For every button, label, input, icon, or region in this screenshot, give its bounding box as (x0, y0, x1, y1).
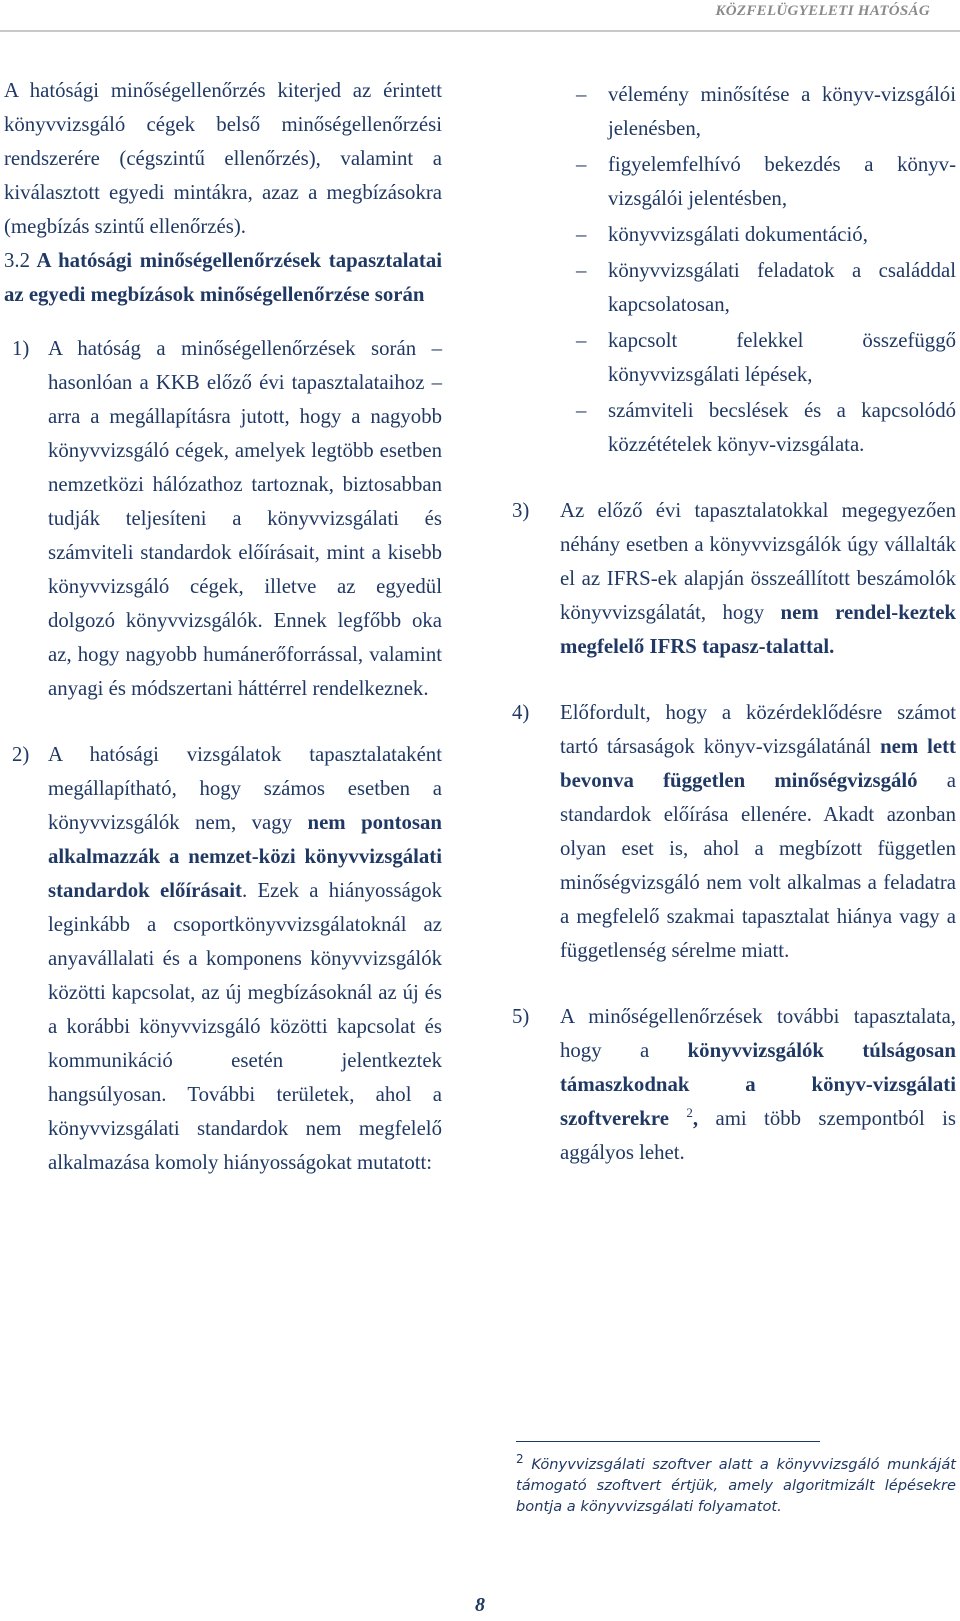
item-emphasis: , (692, 1107, 699, 1130)
section-number: 3.2 (4, 249, 30, 272)
item-emphasis: könyvvizsgálók túlságosan támaszkodnak a könyv-vizsgálati szoftverekre (560, 1039, 956, 1130)
list-item: – könyvvizsgálati dokumentáció, (560, 218, 956, 252)
header-rule (0, 30, 960, 32)
section-title: A hatósági minőségellenőrzések tapasztalatai az egyedi megbízások minőségellenőrzése során (4, 249, 442, 306)
item-text: A minőségellenőrzések további tapasztalata, hogy a (560, 1005, 956, 1062)
item-text: A hatósági vizsgálatok tapasztalataként megállapítható, hogy számos esetben a könyvvizsgálók nem, vagy (48, 743, 442, 834)
list-item (512, 494, 956, 664)
numbered-list-right (512, 494, 956, 1170)
footnote (516, 1454, 956, 1517)
list-item: – számviteli becslések és a kapcsolódó közzétételek könyv-vizsgálata. (560, 394, 956, 462)
list-item (4, 738, 442, 1180)
left-column (4, 74, 442, 1180)
item-text: . Ezek a hiányosságok leginkább a csoportkönyvvizsgálatoknál az anyavállalati és a komponens könyvvizsgálók közötti kapcsolat, az új megbízásoknál az új és a korábbi könyvvizsgáló közötti kapcsolat és kommunikáció esetén jelentkeztek hangsúlyosan. További területek, ahol a könyvvizsgálati standardok nem megfelelő alkalmazása komoly hiányosságokat mutatott: (48, 879, 443, 1174)
list-item: – kapcsolt felekkel összefüggő könyvvizsgálati lépések, (560, 324, 956, 392)
footnote-reference[interactable]: 2 (686, 1105, 693, 1121)
item-text: Az előző évi tapasztalatokkal megegyezően néhány esetben a könyvvizsgálók úgy vállalták el az IFRS-ek alapján összeállított beszámolók könyvvizsgálatát, hogy (560, 499, 956, 624)
item-text: A hatóság a minőségellenőrzések során – hasonlóan a KKB előző évi tapasztalataihoz – arra a megállapításra jutott, hogy a nagyobb könyvvizsgáló cégek, amelyek legtöbb esetben nemzetközi hálózathoz tartoznak, biztosabban tudják teljesíteni a könyvvizsgálati és számviteli standardok előírásait, mint a kisebb könyvvizsgáló cégek, illetve az egyedül dolgozó könyvvizsgálók. Ennek legfőbb oka az, hogy nagyobb humánerőforrással, valamint anyagi és módszertani háttérrel rendelkeznek. (48, 337, 442, 700)
intro-paragraph: A hatósági minőségellenőrzés kiterjed az érintett könyvvizsgáló cégek belső minőségellenőrzési rendszerére (cégszintű ellenőrzés), valamint a kiválasztott egyedi mintákra, azaz a megbízásokra (megbízás szintű ellenőrzés). (4, 79, 442, 238)
numbered-list-left (4, 332, 442, 1180)
item-emphasis: nem rendel-keztek megfelelő IFRS tapasz-talattal. (560, 601, 956, 658)
list-item: – figyelemfelhívó bekezdés a könyv-vizsgálói jelentésben, (560, 148, 956, 216)
list-item: – könyvvizsgálati feladatok a családdal kapcsolatosan, (560, 254, 956, 322)
item-emphasis: nem lett bevonva független minőségvizsgáló (560, 735, 956, 792)
item-text: a standardok előírása ellenére. Akadt azonban olyan eset is, ahol a megbízott független minőségvizsgáló nem volt alkalmas a feladatra a megfelelő szakmai tapasztalat hiánya vagy a függetlenség sérelme miatt. (560, 769, 956, 962)
section-heading (4, 244, 442, 312)
dash-list (560, 78, 956, 462)
item-emphasis: nem pontosan alkalmazzák a nemzet-közi könyvvizsgálati standardok előírásait (48, 811, 442, 902)
list-marker: 1) (12, 337, 30, 360)
item-text: Előfordult, hogy a közérdeklődésre számot tartó társaságok könyv-vizsgálatánál (560, 701, 956, 758)
list-marker: 3) (512, 499, 530, 522)
list-marker: 5) (512, 1005, 530, 1028)
page-number: 8 (475, 1594, 485, 1616)
list-item: – vélemény minősítése a könyv-vizsgálói jelenésben, (560, 78, 956, 146)
header-title: KÖZFELÜGYELETI HATÓSÁG (715, 3, 930, 19)
footnote-marker: 2 (516, 1452, 524, 1467)
list-item (4, 332, 442, 706)
list-item (512, 696, 956, 968)
right-column (512, 78, 956, 1170)
footnote-rule (516, 1441, 820, 1442)
list-item (512, 1000, 956, 1170)
footnote-text: Könyvvizsgálati szoftver alatt a könyvvizsgáló munkáját támogató szoftvert értjük, amely algoritmizált lépésekre bontja a könyvvizsgálati folyamatot. (516, 1456, 956, 1515)
list-marker: 2) (12, 743, 30, 766)
list-marker: 4) (512, 701, 530, 724)
item-text: ami több szempontból is aggályos lehet. (560, 1107, 956, 1164)
